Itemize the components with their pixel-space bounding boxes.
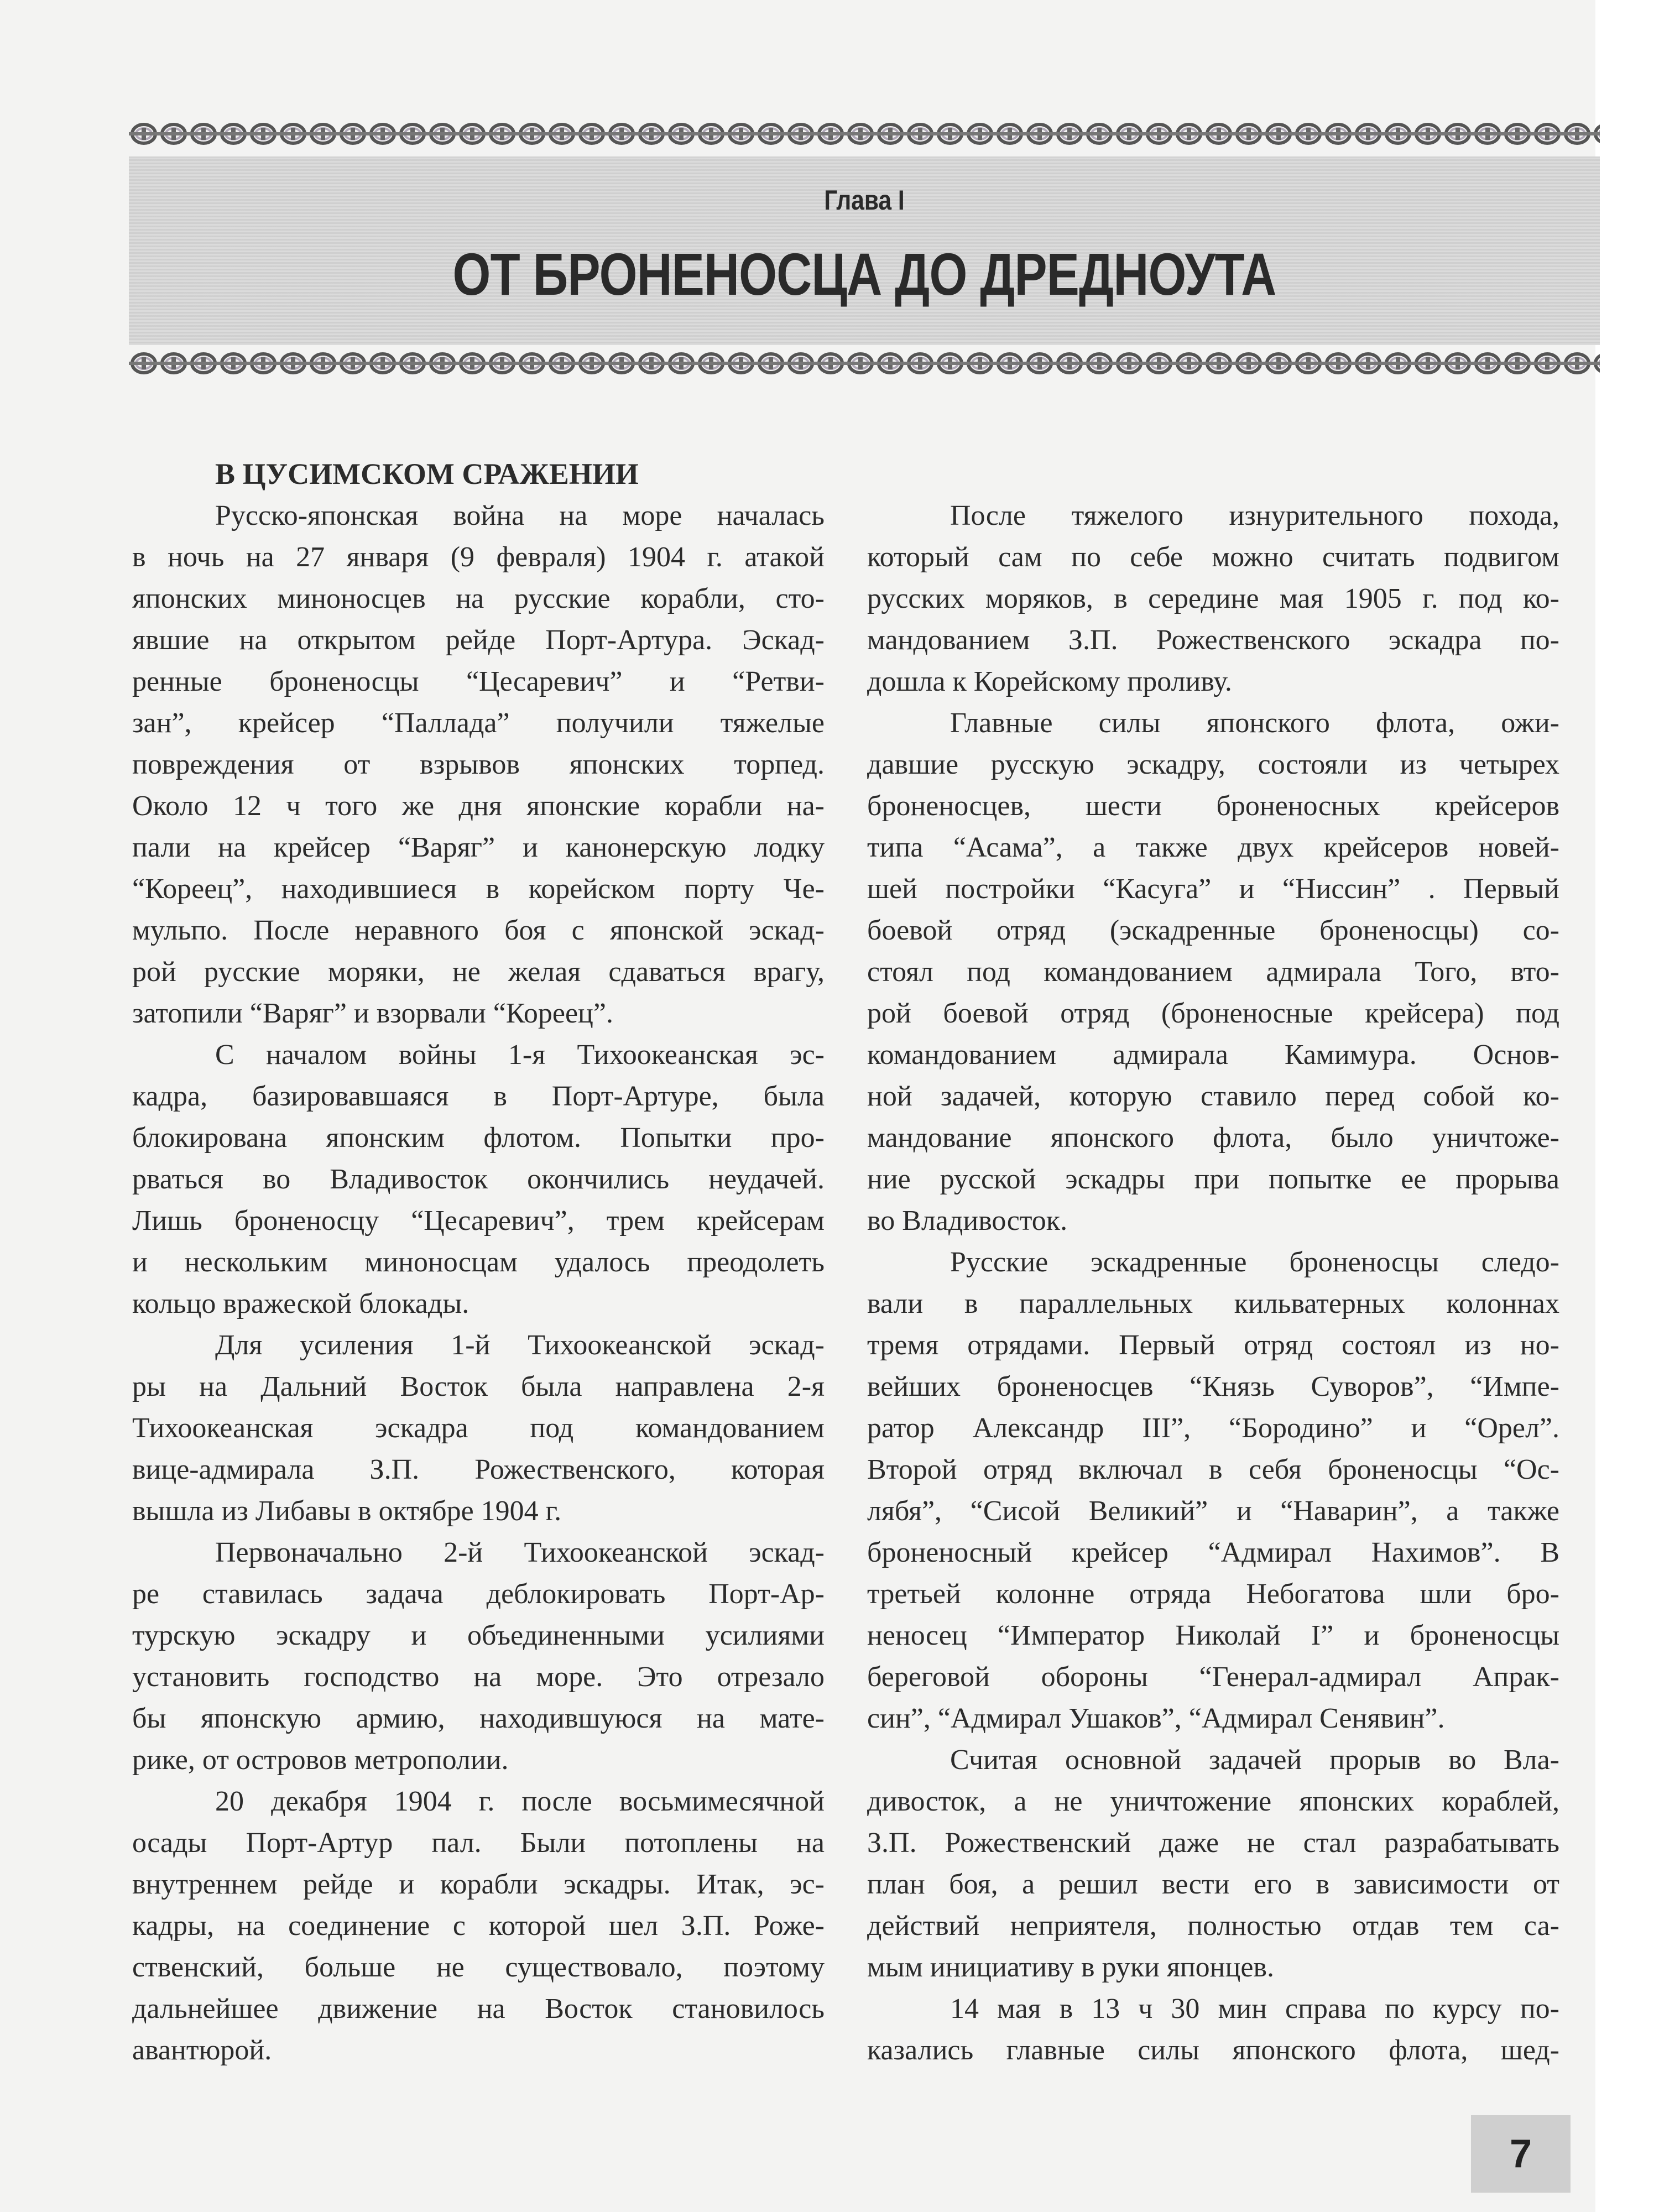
text-line: мым инициативу в руки японцев. <box>867 1952 1274 1983</box>
text-line: Второй отряд включал в себя броненосцы “Ос- <box>867 1454 1559 1485</box>
text-line: З.П. Рожественский даже не стал разрабатывать <box>867 1827 1559 1859</box>
page-number: 7 <box>1471 2115 1571 2193</box>
text-line: броненосный крейсер “Адмирал Нахимов”. В <box>867 1537 1559 1568</box>
text-line: Русские эскадренные броненосцы следо- <box>950 1246 1559 1278</box>
text-line: неносец “Император Николай I” и броненосцы <box>867 1620 1559 1651</box>
text-line: После тяжелого изнурительного похода, <box>950 500 1559 531</box>
text-line: вышла из Либавы в октябре 1904 г. <box>132 1495 562 1527</box>
text-line: и нескольким миноносцам удалось преодолеть <box>132 1246 825 1278</box>
text-line: боевой отряд (эскадренные броненосцы) со- <box>867 915 1559 946</box>
text-line: повреждения от взрывов японских торпед. <box>132 749 825 780</box>
text-line: казались главные силы японского флота, шед- <box>867 2034 1559 2066</box>
text-line: в ночь на 27 января (9 февраля) 1904 г. атакой <box>132 541 825 573</box>
text-line: осады Порт-Артур пал. Были потоплены на <box>132 1827 825 1859</box>
text-line: мандование японского флота, было уничтоже- <box>867 1122 1559 1154</box>
text-line: тремя отрядами. Первый отряд состоял из но- <box>867 1329 1559 1361</box>
text-line: третьей колонне отряда Небогатова шли бро- <box>867 1578 1559 1610</box>
text-line: рой боевой отряд (броненосные крейсера) под <box>867 998 1559 1029</box>
text-line: давшие русскую эскадру, состояли из четырех <box>867 749 1559 780</box>
chapter-title: ОТ БРОНЕНОСЦА ДО ДРЕДНОУТА <box>452 241 1276 307</box>
text-line: 20 декабря 1904 г. после восьмимесячной <box>215 1786 825 1817</box>
text-line: Для усиления 1-й Тихоокеанской эскад- <box>215 1329 825 1361</box>
text-line: син”, “Адмирал Ушаков”, “Адмирал Сенявин”. <box>867 1703 1445 1734</box>
left-column <box>132 453 825 2071</box>
text-line: 14 мая в 13 ч 30 мин справа по курсу по- <box>950 1993 1559 2025</box>
text-line: стоял под командованием адмирала Того, вто- <box>867 956 1559 988</box>
right-column <box>867 495 1559 2071</box>
text-line: броненосцев, шести броненосных крейсеров <box>867 790 1559 822</box>
chain-ornament-top <box>129 120 1600 148</box>
text-line: авантюрой. <box>132 2034 272 2066</box>
chain-ornament-bottom <box>129 349 1600 377</box>
text-line: план боя, а решил вести его в зависимости от <box>867 1869 1559 1900</box>
text-line: ратор Александр III”, “Бородино” и “Орел”. <box>867 1412 1559 1444</box>
text-line: кадры, на соединение с которой шел З.П. Роже- <box>132 1910 825 1942</box>
text-line: Около 12 ч того же дня японские корабли на- <box>132 790 825 822</box>
chapter-banner <box>129 156 1600 345</box>
section-title: В ЦУСИМСКОМ СРАЖЕНИИ <box>215 457 639 491</box>
chapter-label: Глава I <box>824 185 905 216</box>
text-line: ственский, больше не существовало, поэтому <box>132 1952 825 1983</box>
text-line: вице-адмирала З.П. Рожественского, которая <box>132 1454 825 1485</box>
text-line: командованием адмирала Камимура. Основ- <box>867 1039 1559 1071</box>
text-line: Главные силы японского флота, ожи- <box>950 707 1559 739</box>
text-line: дивосток, а не уничтожение японских кораблей, <box>867 1786 1559 1817</box>
text-line: который сам по себе можно считать подвигом <box>867 541 1559 573</box>
text-line: Первоначально 2-й Тихоокеанской эскад- <box>215 1537 825 1568</box>
text-line: японских миноносцев на русские корабли, сто- <box>132 583 825 614</box>
text-line: мульпо. После неравного боя с японской эскад- <box>132 915 825 946</box>
text-line: кольцо вражеской блокады. <box>132 1288 469 1319</box>
text-line: бы японскую армию, находившуюся на мате- <box>132 1703 825 1734</box>
text-line: вали в параллельных кильватерных колоннах <box>867 1288 1559 1319</box>
text-line: рой русские моряки, не желая сдаваться врагу, <box>132 956 825 988</box>
text-line: шей постройки “Касуга” и “Ниссин” . Первый <box>867 873 1559 905</box>
text-line: лябя”, “Сисой Великий” и “Наварин”, а также <box>867 1495 1559 1527</box>
text-line: ной задачей, которую ставило перед собой ко- <box>867 1081 1559 1112</box>
text-line: береговой обороны “Генерал-адмирал Апрак- <box>867 1661 1559 1693</box>
text-line: С началом войны 1-я Тихоокеанская эс- <box>215 1039 825 1071</box>
text-line: русских моряков, в середине мая 1905 г. под ко- <box>867 583 1559 614</box>
text-line: ре ставилась задача деблокировать Порт-Ар- <box>132 1578 825 1610</box>
text-line: “Кореец”, находившиеся в корейском порту Че- <box>132 873 825 905</box>
text-line: дальнейшее движение на Восток становилось <box>132 1993 825 2025</box>
text-line: блокирована японским флотом. Попытки про- <box>132 1122 825 1154</box>
text-line: установить господство на море. Это отрезало <box>132 1661 825 1693</box>
text-line: ние русской эскадры при попытке ее прорыва <box>867 1164 1559 1195</box>
text-line: ренные броненосцы “Цесаревич” и “Ретви- <box>132 666 825 697</box>
text-line: кадра, базировавшаяся в Порт-Артуре, была <box>132 1081 825 1112</box>
text-line: Русско-японская война на море началась <box>215 500 825 531</box>
text-line: дошла к Корейскому проливу. <box>867 666 1232 697</box>
text-line: пали на крейсер “Варяг” и канонерскую лодку <box>132 832 825 863</box>
text-line: турскую эскадру и объединенными усилиями <box>132 1620 825 1651</box>
text-line: ры на Дальний Восток была направлена 2-я <box>132 1371 825 1402</box>
text-line: во Владивосток. <box>867 1205 1068 1237</box>
text-line: действий неприятеля, полностью отдав тем са- <box>867 1910 1559 1942</box>
text-line: явшие на открытом рейде Порт-Артура. Эскад- <box>132 624 825 656</box>
text-line: затопили “Варяг” и взорвали “Кореец”. <box>132 998 613 1029</box>
text-line: мандованием З.П. Рожественского эскадра по- <box>867 624 1559 656</box>
text-line: Тихоокеанская эскадра под командованием <box>132 1412 825 1444</box>
text-line: рваться во Владивосток окончились неудачей. <box>132 1164 825 1195</box>
text-line: вейших броненосцев “Князь Суворов”, “Импе- <box>867 1371 1559 1402</box>
text-line: зан”, крейсер “Паллада” получили тяжелые <box>132 707 825 739</box>
text-line: Лишь броненосцу “Цесаревич”, трем крейсерам <box>132 1205 825 1237</box>
text-line: Считая основной задачей прорыв во Вла- <box>950 1744 1559 1776</box>
text-line: рике, от островов метрополии. <box>132 1744 509 1776</box>
text-line: внутреннем рейде и корабли эскадры. Итак, эс- <box>132 1869 825 1900</box>
text-line: типа “Асама”, а также двух крейсеров новей- <box>867 832 1559 863</box>
